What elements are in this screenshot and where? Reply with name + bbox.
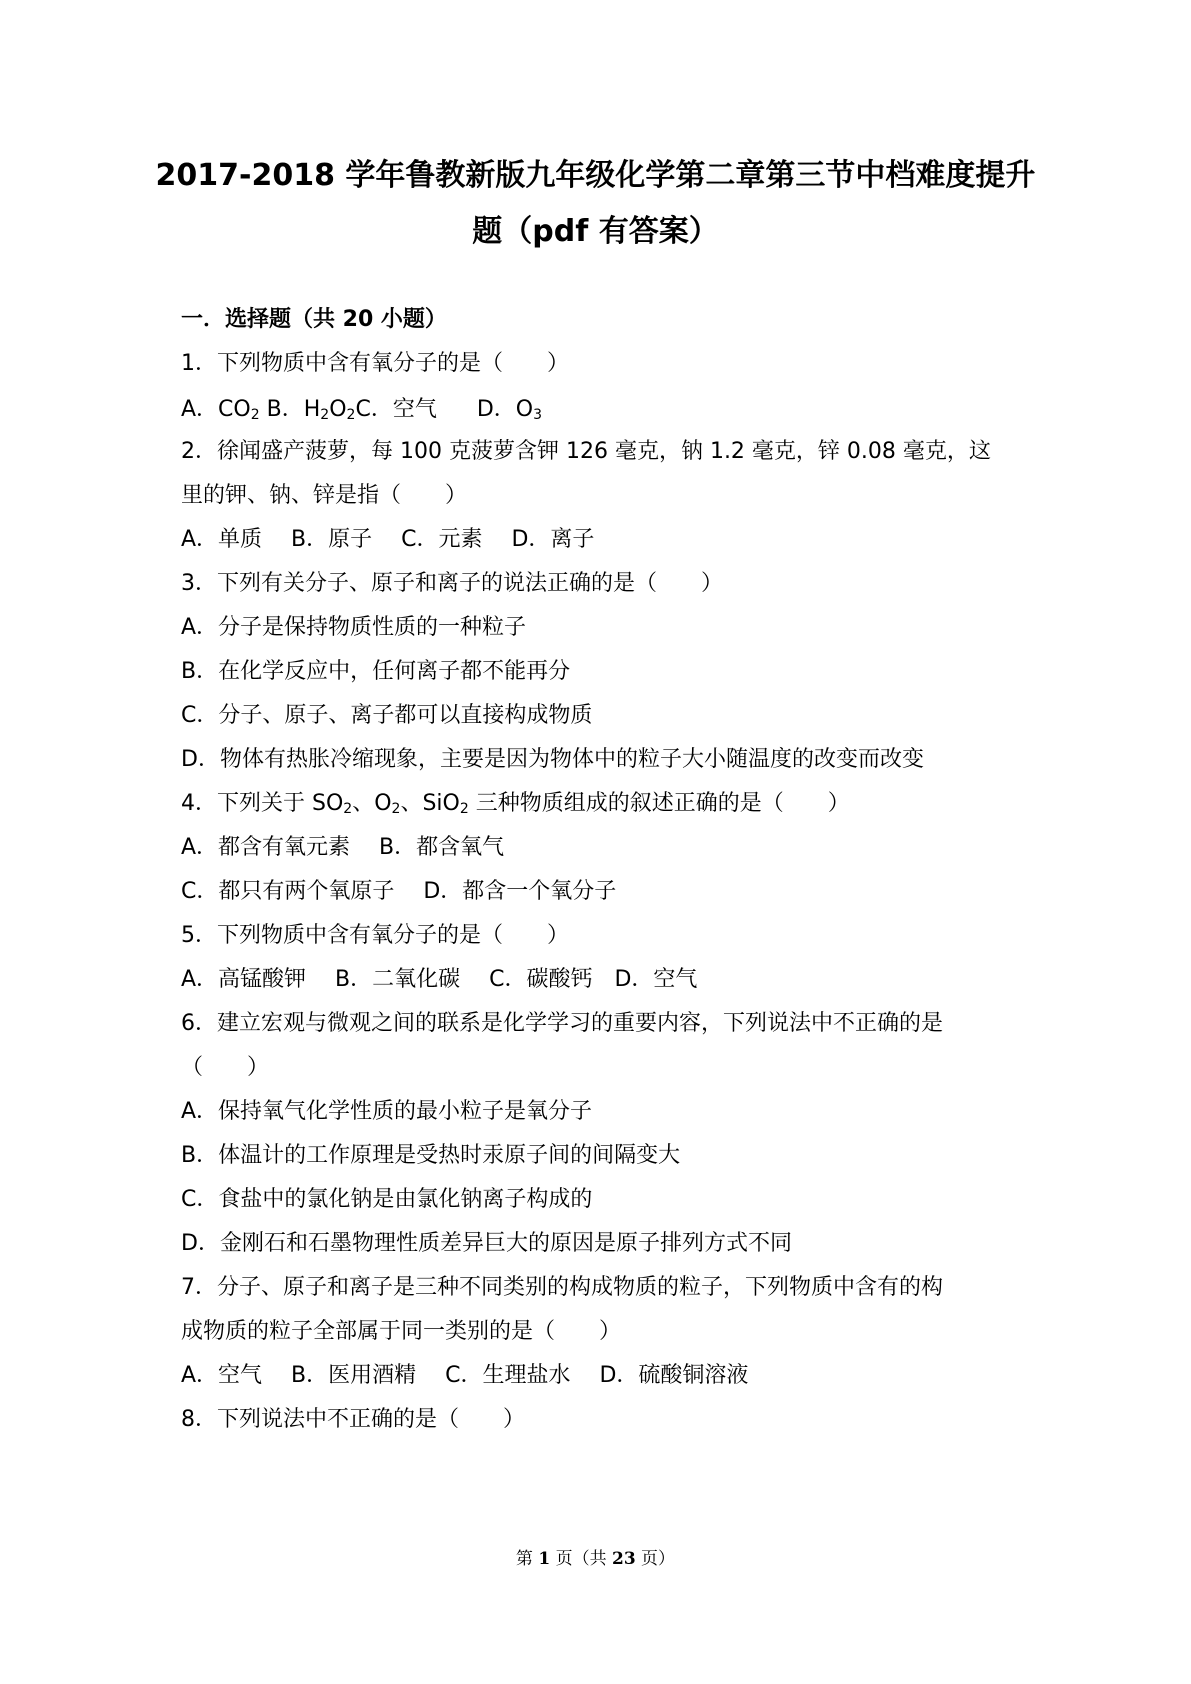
question-6-stem-line-1: 6．建立宏观与微观之间的联系是化学学习的重要内容，下列说法中不正确的是 (181, 1011, 943, 1036)
question-3-option-a: A．分子是保持物质性质的一种粒子 (181, 615, 527, 640)
question-6-stem-line-2: （ ） (181, 1055, 270, 1080)
q1-option-b: B．$H_2O_2$ (259, 397, 356, 423)
current-page-number: 1 (538, 1549, 551, 1569)
question-4-options-cd: C．都只有两个氧原子 D．都含一个氧分子 (181, 879, 617, 904)
question-2-stem-line-1: 2．徐闻盛产菠萝，每 100 克菠萝含钾 126 毫克，钠 1.2 毫克，锌 0.08 毫克，这 (181, 439, 991, 464)
question-7-stem-line-1: 7．分子、原子和离子是三种不同类别的构成物质的粒子，下列物质中含有的构 (181, 1275, 943, 1300)
page-footer: 第 1 页（共 23 页） (515, 1549, 676, 1569)
question-4-stem: 4．下列关于 $SO_2$、$O_2$、SiO$_2$ 三种物质组成的叙述正确的是（ ） (181, 791, 850, 817)
question-7-options: A．空气 B．医用酒精 C．生理盐水 D．硫酸铜溶液 (181, 1363, 749, 1388)
question-1-stem: 1．下列物质中含有氧分子的是（ ） (181, 351, 569, 376)
question-7-stem-line-2: 成物质的粒子全部属于同一类别的是（ ） (181, 1319, 622, 1344)
question-1-options (181, 392, 1011, 423)
question-2-options: A．单质 B．原子 C．元素 D．离子 (181, 527, 595, 552)
question-6-option-d: D．金刚石和石墨物理性质差异巨大的原因是原子排列方式不同 (181, 1231, 792, 1256)
question-6-option-a: A．保持氧气化学性质的最小粒子是氧分子 (181, 1099, 593, 1124)
question-3-option-b: B．在化学反应中，任何离子都不能再分 (181, 659, 571, 684)
question-3-option-c: C．分子、原子、离子都可以直接构成物质 (181, 703, 593, 728)
question-3-option-d: D．物体有热胀冷缩现象，主要是因为物体中的粒子大小随温度的改变而改变 (181, 747, 924, 772)
question-6-option-b: B．体温计的工作原理是受热时汞原子间的间隔变大 (181, 1143, 681, 1168)
q1-option-c: C．空气 (355, 397, 437, 422)
total-page-count: 23 (611, 1549, 636, 1569)
question-5-options: A．高锰酸钾 B．二氧化碳 C．碳酸钙 D．空气 (181, 967, 698, 992)
document-title-line-2: 题（pdf 有答案） (472, 214, 719, 249)
q1-option-d: D．$O_3$ (476, 397, 543, 423)
question-6-option-c: C．食盐中的氯化钠是由氯化钠离子构成的 (181, 1187, 593, 1212)
question-3-stem: 3．下列有关分子、原子和离子的说法正确的是（ ） (181, 571, 723, 596)
document-title-line-1: 2017-2018 学年鲁教新版九年级化学第二章第三节中档难度提升 (155, 158, 1036, 193)
question-2-stem-line-2: 里的钾、钠、锌是指（ ） (181, 483, 468, 508)
question-5-stem: 5．下列物质中含有氧分子的是（ ） (181, 923, 569, 948)
section-heading: 一．选择题（共 20 小题） (181, 307, 447, 332)
question-8-stem: 8．下列说法中不正确的是（ ） (181, 1407, 525, 1432)
question-4-options-ab: A．都含有氧元素 B．都含氧气 (181, 835, 505, 860)
q1-option-a: A．$CO_2$ (181, 397, 260, 423)
